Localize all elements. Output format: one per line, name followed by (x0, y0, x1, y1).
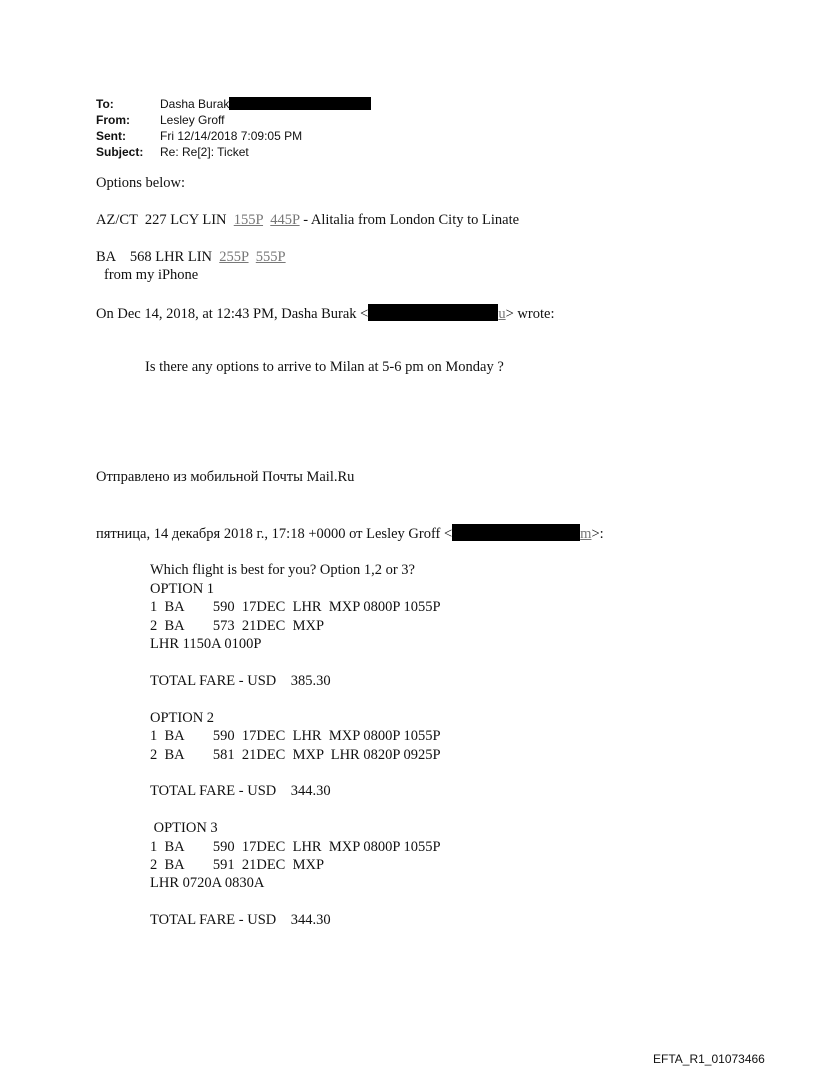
question: Is there any options to arrive to Milan at 5-6 pm on Monday ? (145, 359, 504, 375)
sent-label: Sent: (96, 129, 126, 143)
option2-segment-1: 1 BA 590 17DEC LHR MXP 0800P 1055P (150, 728, 441, 744)
redaction-bar (368, 304, 498, 321)
from-label: From: (96, 113, 130, 127)
option2-title: OPTION 2 (150, 710, 215, 726)
option2-segment-2: 2 BA 581 21DEC MXP LHR 0820P 0925P (150, 747, 441, 763)
ru-intro-prefix: пятница, 14 декабря 2018 г., 17:18 +0000 от Lesley Groff < (96, 526, 453, 542)
to-value: Dasha Burak (160, 97, 230, 111)
option3-segment-2-cont: LHR 0720A 0830A (150, 875, 265, 891)
quote-intro (96, 304, 554, 323)
redaction-bar (229, 97, 371, 110)
az-time-link-1[interactable]: 155P (233, 212, 264, 228)
from-iphone: from my iPhone (104, 267, 199, 283)
subject-value: Re: Re[2]: Ticket (160, 145, 249, 159)
option1-segment-2-cont: LHR 1150A 0100P (150, 636, 262, 652)
document-id: EFTA_R1_01073466 (653, 1052, 765, 1066)
ba-time-link-1[interactable]: 255P (219, 249, 249, 265)
from-value: Lesley Groff (160, 113, 225, 127)
redaction-bar (452, 524, 580, 541)
ba-time-link-2[interactable]: 555P (255, 249, 286, 265)
ba-prefix: BA 568 LHR LIN (96, 249, 220, 265)
option2-total: TOTAL FARE - USD 344.30 (150, 783, 331, 799)
option3-segment-2: 2 BA 591 21DEC MXP (150, 857, 325, 873)
sent-row (96, 128, 371, 144)
option1-title: OPTION 1 (150, 581, 215, 597)
ru-intro-link[interactable]: m (580, 526, 592, 542)
options-below: Options below: (96, 175, 186, 191)
az-time-link-2[interactable]: 445P (270, 212, 300, 228)
sent-value: Fri 12/14/2018 7:09:05 PM (160, 129, 303, 143)
option3-title: OPTION 3 (150, 820, 218, 836)
to-row (96, 96, 371, 112)
option1-segment-1: 1 BA 590 17DEC LHR MXP 0800P 1055P (150, 599, 441, 615)
sent-from-mobile: Отправлено из мобильной Почты Mail.Ru (96, 469, 355, 485)
ba-flight-line (96, 248, 286, 266)
subject-label: Subject: (96, 145, 144, 159)
option3-segment-1: 1 BA 590 17DEC LHR MXP 0800P 1055P (150, 839, 441, 855)
to-label: To: (96, 97, 114, 111)
ru-intro-suffix: >: (591, 526, 604, 542)
az-flight-line (96, 211, 519, 229)
option1-segment-2: 2 BA 573 21DEC MXP (150, 618, 325, 634)
ru-quote-intro (96, 524, 604, 543)
quote-intro-suffix: > wrote: (505, 306, 555, 322)
quote-intro-prefix: On Dec 14, 2018, at 12:43 PM, Dasha Burak < (96, 306, 369, 322)
which-flight: Which flight is best for you? Option 1,2 or 3? (150, 562, 415, 578)
from-row (96, 112, 371, 128)
quote-intro-link[interactable]: u (498, 306, 506, 322)
email-header (96, 96, 371, 160)
az-prefix: AZ/CT 227 LCY LIN (96, 212, 234, 228)
option1-total: TOTAL FARE - USD 385.30 (150, 673, 331, 689)
option3-total: TOTAL FARE - USD 344.30 (150, 912, 331, 928)
az-suffix: - Alitalia from London City to Linate (299, 212, 520, 228)
subject-row (96, 144, 371, 160)
